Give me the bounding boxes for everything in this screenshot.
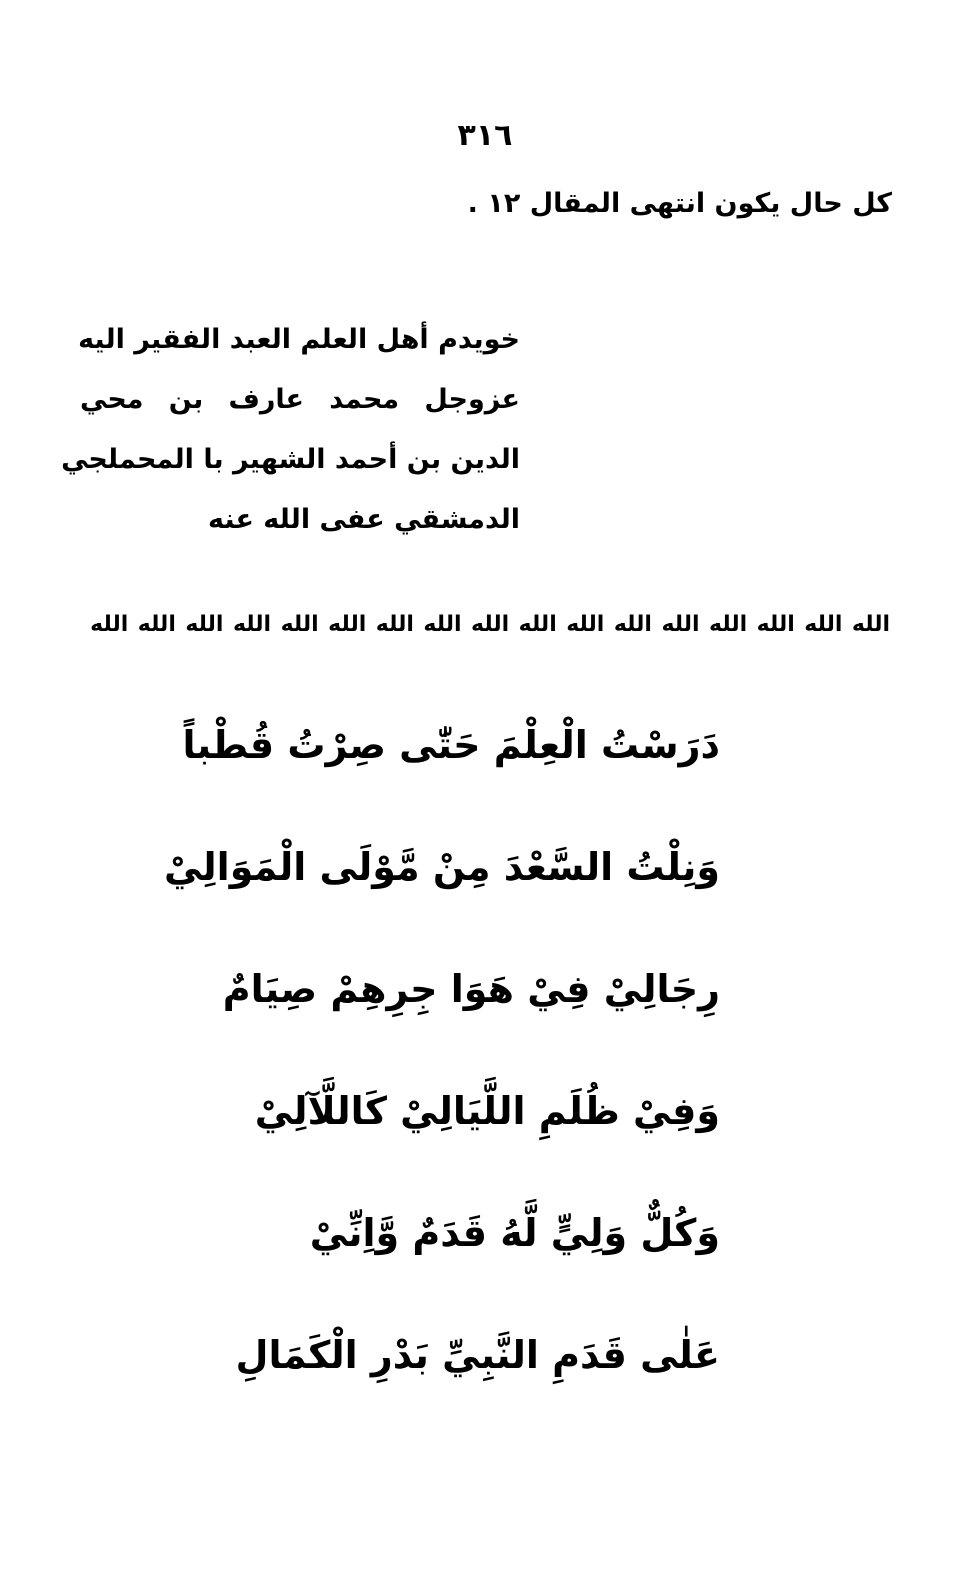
colophon-line: خويدم أهل العلم العبد الفقير اليه [78,324,520,355]
ornament-unit: الله [471,612,510,637]
ornament-unit: الله [851,612,890,637]
ornament-unit: الله [566,612,605,637]
end-of-text-line: كل حال يكون انتهى المقال ١٢ . [467,188,892,219]
ornament-unit: الله [90,612,129,637]
ornament-unit: الله [661,612,700,637]
colophon-line: الدين بن أحمد الشهير با المحملجي [61,444,520,475]
poem-verse: وَكُلٌّ وَلِيٍّ لَّهُ قَدَمٌ وَّاِنِّيْ [309,1211,720,1255]
ornament-unit: الله [185,612,224,637]
colophon [61,310,520,550]
poem-verse: عَلٰى قَدَمِ النَّبِيِّ بَدْرِ الْكَمَالِ [235,1333,720,1377]
ornament-unit: الله [232,612,272,637]
ornament-unit: الله [709,612,748,637]
poem-verse: وَنِلْتُ السَّعْدَ مِنْ مَّوْلَى الْمَوَالِيْ [163,845,720,889]
ornament-unit: الله [613,612,652,637]
ornamental-divider [90,600,890,650]
ornament-unit: الله [375,612,414,637]
ornament-unit: الله [804,612,843,637]
poem [163,705,720,1437]
ornament-unit: الله [423,612,462,637]
poem-verse: رِجَالِيْ فِيْ هَوَا جِرِهِمْ صِيَامٌ [222,967,720,1011]
ornament-unit: الله [756,612,795,637]
ornament-unit: الله [137,612,176,637]
ornament-unit: الله [518,612,557,637]
poem-verse: وَفِيْ ظُلَمِ اللَّيَالِيْ كَاللَّآلِيْ [254,1089,720,1133]
poem-verse: دَرَسْتُ الْعِلْمَ حَتّٰى صِرْتُ قُطْباً [182,723,720,767]
page-number: ٣١٦ [457,118,513,153]
ornament-unit: الله [328,612,367,637]
colophon-line: عزوجل محمد عارف بن محي [80,384,520,415]
ornament-unit: الله [280,612,319,637]
colophon-line: الدمشقي عفى الله عنه [208,504,520,535]
